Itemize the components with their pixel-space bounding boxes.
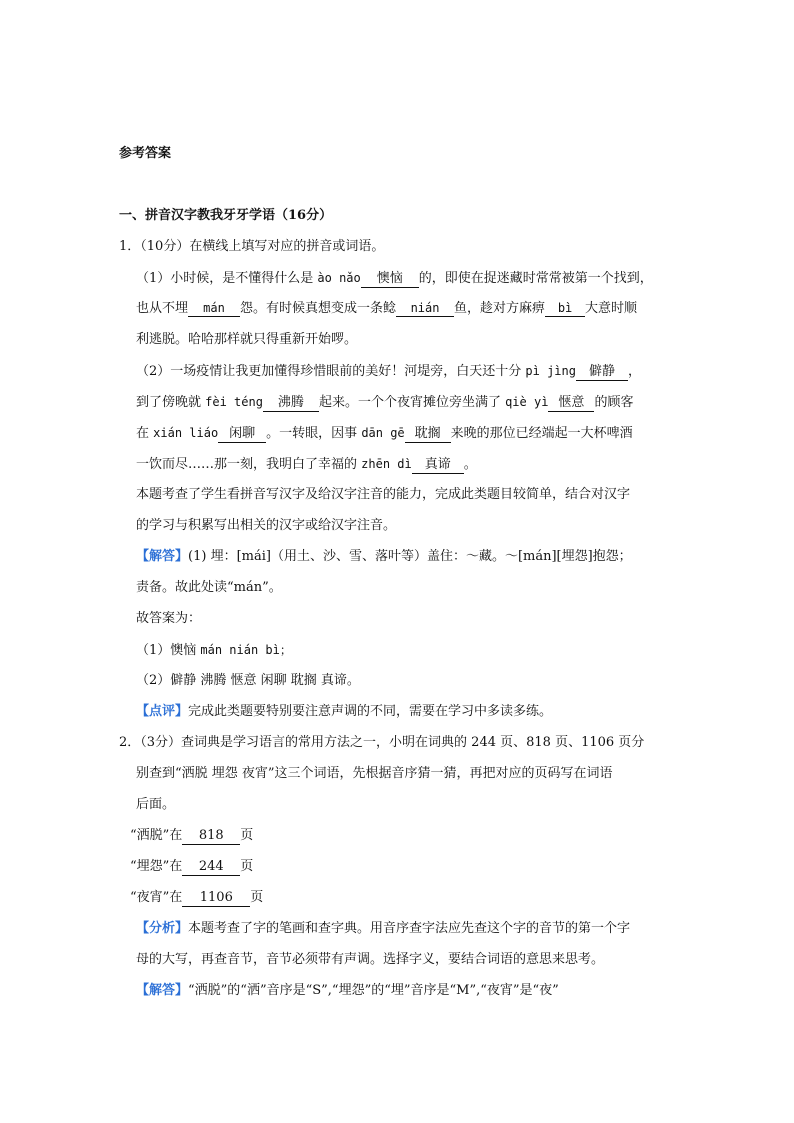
q1-part2-line4: 一饮而尽……那一刻，我明白了幸福的 zhēn dì 真谛 。 xyxy=(136,457,477,472)
q2-solution-line1: 【解答】“洒脱”的“洒”音序是“S”,“埋怨”的“埋”音序是“M”,“夜宵”是“夜” xyxy=(136,983,559,998)
section-title: 一、拼音汉字教我牙牙学语（16分） xyxy=(119,208,333,223)
q2-stem-line2: 别查到“洒脱 埋怨 夜宵”这三个词语，先根据音序猜一猜，再把对应的页码写在词语 xyxy=(136,766,613,781)
answer-blank: 1106 xyxy=(182,890,250,907)
q1-comment: 【点评】完成此类题要特别要注意声调的不同，需要在学习中多读多练。 xyxy=(136,704,553,719)
pinyin-text: qiè yì xyxy=(505,395,549,409)
q1-part2-line2: 到了傍晚就 fèi téng 沸腾 起来。一个个夜宵摊位旁坐满了 qiè yì 惬意 的顾客 xyxy=(136,395,634,410)
q2-row-2: “埋怨”在 244 页 xyxy=(130,859,254,874)
q1-answer-2: （2）僻静 沸腾 惬意 闲聊 耽搁 真谛。 xyxy=(136,673,360,688)
q1-part1-line1: （1）小时候，是不懂得什么是 ào nǎo 懊恼 的，即使在捉迷藏时常常被第一个找到， xyxy=(136,271,653,286)
q1-stem: 1．（10分）在横线上填写对应的拼音或词语。 xyxy=(119,239,385,254)
answer-blank: 沸腾 xyxy=(263,395,319,412)
answer-blank: bì xyxy=(545,300,585,317)
answer-blank: 244 xyxy=(182,859,240,876)
pinyin-text: zhēn dì xyxy=(361,457,412,471)
q1-part1-line2: 也从不埋 mán 怨。有时候真想变成一条鲶 nián 鱼，趁对方麻痹 bì 大意时顺 xyxy=(136,301,638,316)
comment-tag: 【点评】 xyxy=(136,704,189,719)
q1-part1-line3: 利逃脱。哈哈那样就只得重新开始啰。 xyxy=(136,332,358,347)
answer-blank: 耽搁 xyxy=(405,426,451,443)
q2-stem-line3: 后面。 xyxy=(136,797,176,812)
pinyin-text: xián liáo xyxy=(153,426,219,440)
q1-analysis-line1: 本题考查了学生看拼音写汉字及给汉字注音的能力，完成此类题目较简单，结合对汉字 xyxy=(136,487,631,502)
q2-stem-line1: 2．（3分）查词典是学习语言的常用方法之一，小明在词典的 244 页、818 页、1106 页分 xyxy=(119,735,645,750)
q1-answer-1: （1）懊恼 mán nián bì； xyxy=(136,643,292,658)
answer-blank: 闲聊 xyxy=(218,426,266,443)
solution-tag: 【解答】 xyxy=(136,983,189,998)
page-heading: 参考答案 xyxy=(119,146,172,161)
answer-blank: 僻静 xyxy=(576,364,628,381)
answer-blank: nián xyxy=(396,300,454,317)
solution-tag: 【解答】 xyxy=(136,549,189,564)
analysis-tag: 【分析】 xyxy=(136,921,189,936)
q2-row-3: “夜宵”在 1106 页 xyxy=(130,890,264,905)
q1-solution-line1: 【解答】(1) 埋：[mái]（用土、沙、雪、落叶等）盖住：～藏。～[mán][埋怨]抱怨； xyxy=(136,549,632,564)
q2-analysis-line2: 母的大写，再查音节，音节必须带有声调。选择字义，要结合词语的意思来思考。 xyxy=(136,952,605,967)
q2-row-1: “洒脱”在 818 页 xyxy=(130,828,254,843)
q1-part2-line3: 在 xián liáo 闲聊 。一转眼，因事 dān gē 耽搁 来晚的那位已经端起一大杯啤酒 xyxy=(136,426,633,441)
answer-blank: 懊恼 xyxy=(361,271,419,288)
pinyin-text: pì jìng xyxy=(525,364,576,378)
pinyin-text: ào nǎo xyxy=(317,271,361,285)
q1-analysis-line2: 的学习与积累写出相关的汉字或给汉字注音。 xyxy=(136,518,397,533)
q1-part2-line1: （2）一场疫情让我更加懂得珍惜眼前的美好！河堤旁，白天还十分 pì jìng 僻静 ， xyxy=(136,364,641,379)
answer-blank: 惬意 xyxy=(548,395,594,412)
pinyin-text: dān gē xyxy=(361,426,405,440)
answer-blank: 818 xyxy=(182,828,240,845)
q2-analysis-line1: 【分析】本题考查了字的笔画和查字典。用音序查字法应先查这个字的音节的第一个字 xyxy=(136,921,631,936)
pinyin-text: fèi téng xyxy=(205,395,263,409)
q1-solution-line2: 责备。故此处读“mán”。 xyxy=(136,580,282,595)
answer-blank: 真谛 xyxy=(412,457,464,474)
answer-blank: mán xyxy=(188,300,240,317)
q1-answer-intro: 故答案为： xyxy=(136,611,202,626)
